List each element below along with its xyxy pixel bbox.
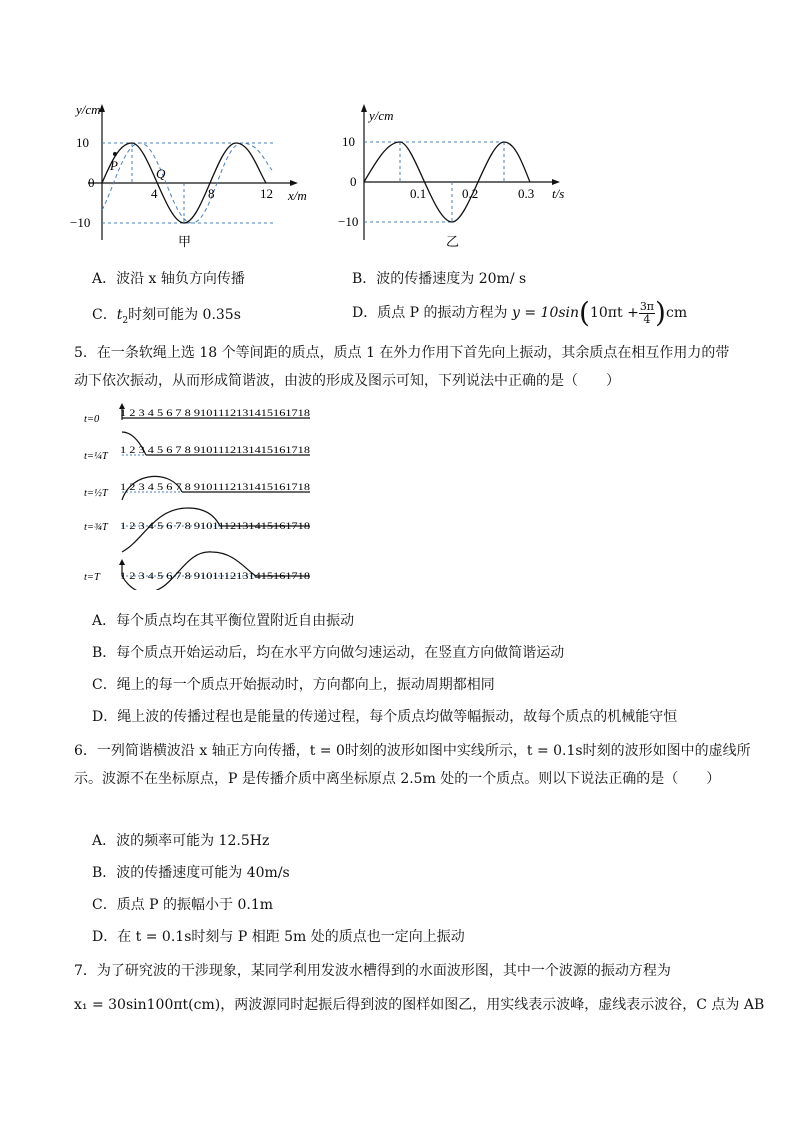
rope-numbers-3: 1 2 3 4 5 6 7 8 9101112131415161718 bbox=[120, 522, 311, 532]
yi-caption: 乙 bbox=[446, 234, 460, 249]
yi-ytick-bot: −10 bbox=[338, 214, 359, 229]
rope-numbers-1: 1 2 3 4 5 6 7 8 9101112131415161718 bbox=[120, 446, 311, 456]
yi-ylabel: y/cm bbox=[369, 108, 394, 123]
jia-xlabel: x/m bbox=[288, 188, 307, 203]
rope-label-3: t=¾T bbox=[84, 522, 108, 533]
q6-stem-2: 示。波源不在坐标原点，P 是传播介质中离坐标原点 2.5m 处的一个质点。则以下说法正确的是（ ） bbox=[74, 771, 721, 787]
yi-ytick-top: 10 bbox=[342, 134, 355, 149]
q5-option-c: C．绳上的每一个质点开始振动时，方向都向上，振动周期都相同 bbox=[92, 677, 495, 693]
yi-xtick-01: 0.1 bbox=[410, 186, 427, 201]
q7-stem-1: 7．为了研究波的干涉现象，某同学利用发波水槽得到的水面波形图，其中一个波源的振动方程为 bbox=[74, 963, 671, 979]
rope-label-2: t=½T bbox=[84, 488, 108, 499]
rope-label-0: t=0 bbox=[84, 414, 100, 425]
rope-label-4: t=T bbox=[84, 572, 100, 583]
jia-xtick-8: 8 bbox=[208, 186, 215, 201]
rope-numbers-0: 1 2 3 4 5 6 7 8 9101112131415161718 bbox=[120, 409, 311, 419]
figure-rope bbox=[84, 400, 324, 590]
q4-option-d: D．质点 P 的振动方程为 y = 10sin(10πt + $\frac{3\pi}{4}$ )cm bbox=[352, 296, 688, 329]
q4-option-a: A．波沿 x 轴负方向传播 bbox=[92, 271, 245, 287]
q5-stem-2: 动下依次振动，从而形成简谐波，由波的形成及图示可知，下列说法中正确的是（ ） bbox=[74, 373, 620, 389]
q4-option-c: C．$t_2$时刻可能为 0.35s bbox=[92, 307, 241, 326]
jia-point-p: P bbox=[110, 158, 118, 173]
rope-numbers-4: 1 2 3 4 5 6 7 8 9101112131415161718 bbox=[120, 572, 311, 582]
jia-xtick-4: 4 bbox=[151, 186, 158, 201]
yi-xtick-03: 0.3 bbox=[518, 186, 535, 201]
q6-option-c: C．质点 P 的振幅小于 0.1m bbox=[92, 897, 274, 913]
q7-stem-2: x₁ = 30sin100πt(cm)，两波源同时起振后得到波的图样如图乙，用实线表示波峰，虚线表示波谷，C 点为 AB bbox=[74, 997, 765, 1013]
jia-ytick-mid: 0 bbox=[88, 175, 95, 190]
yi-xtick-02: 0.2 bbox=[462, 186, 479, 201]
jia-caption: 甲 bbox=[178, 234, 192, 249]
q6-option-a: A．波的频率可能为 12.5Hz bbox=[92, 833, 270, 849]
rope-label-1: t=¼T bbox=[84, 451, 108, 462]
yi-xlabel: t/s bbox=[552, 186, 565, 201]
rope-numbers-2: 1 2 3 4 5 6 7 8 9101112131415161718 bbox=[120, 483, 311, 493]
q6-option-b: B．波的传播速度可能为 40m/s bbox=[92, 865, 290, 881]
figure-yi bbox=[334, 100, 584, 250]
yi-ytick-mid: 0 bbox=[350, 174, 357, 189]
q5-option-d: D．绳上波的传播过程也是能量的传递过程，每个质点均做等幅振动，故每个质点的机械能守恒 bbox=[92, 709, 678, 725]
q6-option-d: D．在 t = 0.1s时刻与 P 相距 5m 处的质点也一定向上振动 bbox=[92, 929, 465, 945]
q6-stem-1: 6．一列简谐横波沿 x 轴正方向传播，t = 0时刻的波形如图中实线所示，t = 0.1s时刻的波形如图中的虚线所 bbox=[74, 743, 751, 759]
q5-option-b: B．每个质点开始运动后，均在水平方向做匀速运动，在竖直方向做简谐运动 bbox=[92, 645, 565, 661]
jia-point-q: Q bbox=[156, 166, 166, 181]
q5-stem-1: 5．在一条软绳上选 18 个等间距的质点，质点 1 在外力作用下首先向上振动，其余质点在相互作用力的带 bbox=[74, 345, 730, 361]
jia-ylabel: y/cm bbox=[76, 102, 101, 117]
q5-option-a: A．每个质点均在其平衡位置附近自由振动 bbox=[92, 613, 355, 629]
q4-option-b: B．波的传播速度为 20m/ s bbox=[352, 271, 527, 287]
jia-ytick-bot: −10 bbox=[70, 215, 91, 230]
jia-xtick-12: 12 bbox=[260, 186, 273, 201]
jia-ytick-top: 10 bbox=[76, 135, 89, 150]
figure-jia bbox=[68, 100, 328, 250]
